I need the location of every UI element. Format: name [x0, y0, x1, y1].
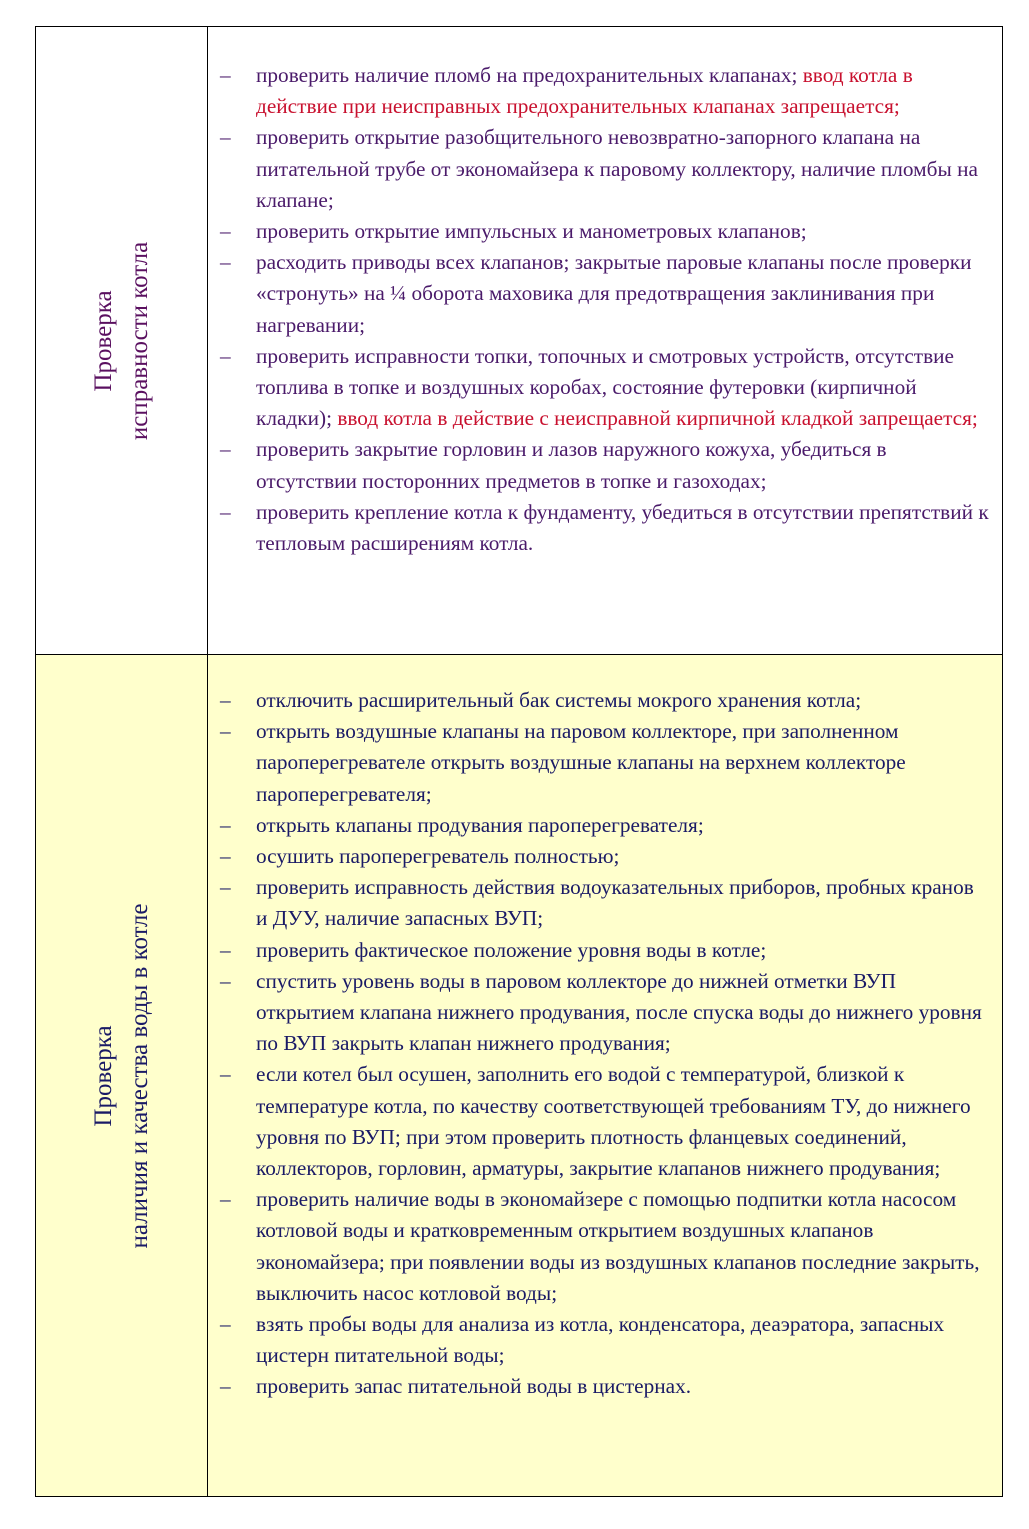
list-item — [218, 60, 990, 122]
item-text: открыть клапаны продувания пароперегревателя; — [256, 812, 704, 837]
item-text: проверить наличие воды в экономайзере с помощью подпитки котла насосом котловой воды и кратковременным открытием воздушных клапанов экономайзера; при появлении воды из воздушных клапанов последние закрыть, выключить насос котловой воды; — [256, 1187, 980, 1305]
list-item — [218, 216, 990, 247]
item-text: проверить исправность действия водоуказательных приборов, пробных кранов и ДУУ, наличие запасных ВУП; — [256, 875, 974, 931]
list-item — [218, 1059, 990, 1184]
item-text: отключить расширительный бак системы мокрого хранения котла; — [256, 688, 862, 712]
water-check-label — [86, 903, 158, 1248]
water-check-row — [36, 654, 1002, 1496]
warning-text: ввод котла в действие с неисправной кирпичной кладкой запрещается; — [337, 406, 978, 431]
water-check-list — [218, 685, 990, 1403]
boiler-check-label-line2: исправности котла — [125, 241, 153, 440]
list-item — [218, 685, 990, 716]
boiler-check-row — [36, 27, 1002, 654]
list-item — [218, 935, 990, 966]
water-check-label-line1: Проверка — [89, 1024, 117, 1127]
warning-text: ввод котла в действие при неисправных предохранительных клапанах запрещается; — [256, 63, 913, 119]
item-text: открыть воздушные клапаны на паровом коллекторе, при заполненном пароперегревателе открыть воздушные клапаны на верхнем коллекторе пароперегревателя; — [256, 719, 906, 806]
water-check-content — [208, 655, 1002, 1496]
boiler-check-label-cell — [36, 27, 208, 654]
boiler-check-list — [218, 60, 990, 559]
list-item — [218, 1309, 990, 1371]
boiler-check-label-line1: Проверка — [89, 289, 117, 392]
item-text: проверить наличие пломб на предохранительных клапанах; — [256, 63, 803, 87]
item-text: если котел был осушен, заполнить его водой с температурой, близкой к температуре котла, по качеству соответствующей требованиям ТУ, до нижнего уровня по ВУП; при этом проверить плотность фланцевых соединений, коллекторов, горловин, арматуры, закрытие клапанов нижнего продувания; — [256, 1062, 971, 1181]
boiler-check-content — [208, 27, 1002, 654]
list-item — [218, 247, 990, 341]
boiler-check-label — [86, 241, 158, 439]
item-text: проверить крепление котла к фундаменту, убедиться в отсутствии препятствий к тепловым расширениям котла. — [256, 499, 989, 556]
list-item — [218, 872, 990, 934]
list-item — [218, 1184, 990, 1309]
checklist-table — [35, 26, 1003, 1497]
item-text: взять пробы воды для анализа из котла, конденсатора, деаэратора, запасных цистерн питательной воды; — [256, 1312, 945, 1368]
item-text: проверить открытие импульсных и манометровых клапанов; — [256, 219, 807, 244]
water-check-label-line2: наличия и качества воды в котле — [125, 902, 153, 1249]
list-item — [218, 122, 990, 216]
list-item — [218, 810, 990, 841]
item-text: проверить исправности топки, топочных и смотровых устройств, отсутствие топлива в топке и воздушных коробах, состояние футеровки (кирпичной кладки); — [256, 343, 954, 431]
item-text: проверить закрытие горловин и лазов наружного кожуха, убедиться в отсутствии посторонних предметов в топке и газоходах; — [256, 437, 887, 493]
item-text: проверить открытие разобщительного невозвратно-запорного клапана на питательной трубе от экономайзера к паровому коллектору, наличие пломбы на клапане; — [256, 125, 978, 212]
list-item — [218, 716, 990, 810]
item-text: спустить уровень воды в паровом коллекторе до нижней отметки ВУП открытием клапана нижнего продувания, после спуска воды до нижнего уровня по ВУП закрыть клапан нижнего продувания; — [256, 968, 982, 1056]
item-text: проверить запас питательной воды в цистернах. — [256, 1374, 692, 1399]
list-item — [218, 1371, 990, 1402]
list-item — [218, 434, 990, 496]
water-check-label-cell — [36, 655, 208, 1496]
list-item — [218, 841, 990, 872]
item-text: осушить пароперегреватель полностью; — [256, 844, 620, 869]
item-text: расходить приводы всех клапанов; закрытые паровые клапаны после проверки «стронуть» на ¼ оборота маховика для предотвращения заклинивания при нагревании; — [256, 250, 972, 337]
list-item — [218, 341, 990, 435]
item-text: проверить фактическое положение уровня воды в котле; — [256, 937, 767, 962]
list-item — [218, 497, 990, 559]
list-item — [218, 966, 990, 1060]
